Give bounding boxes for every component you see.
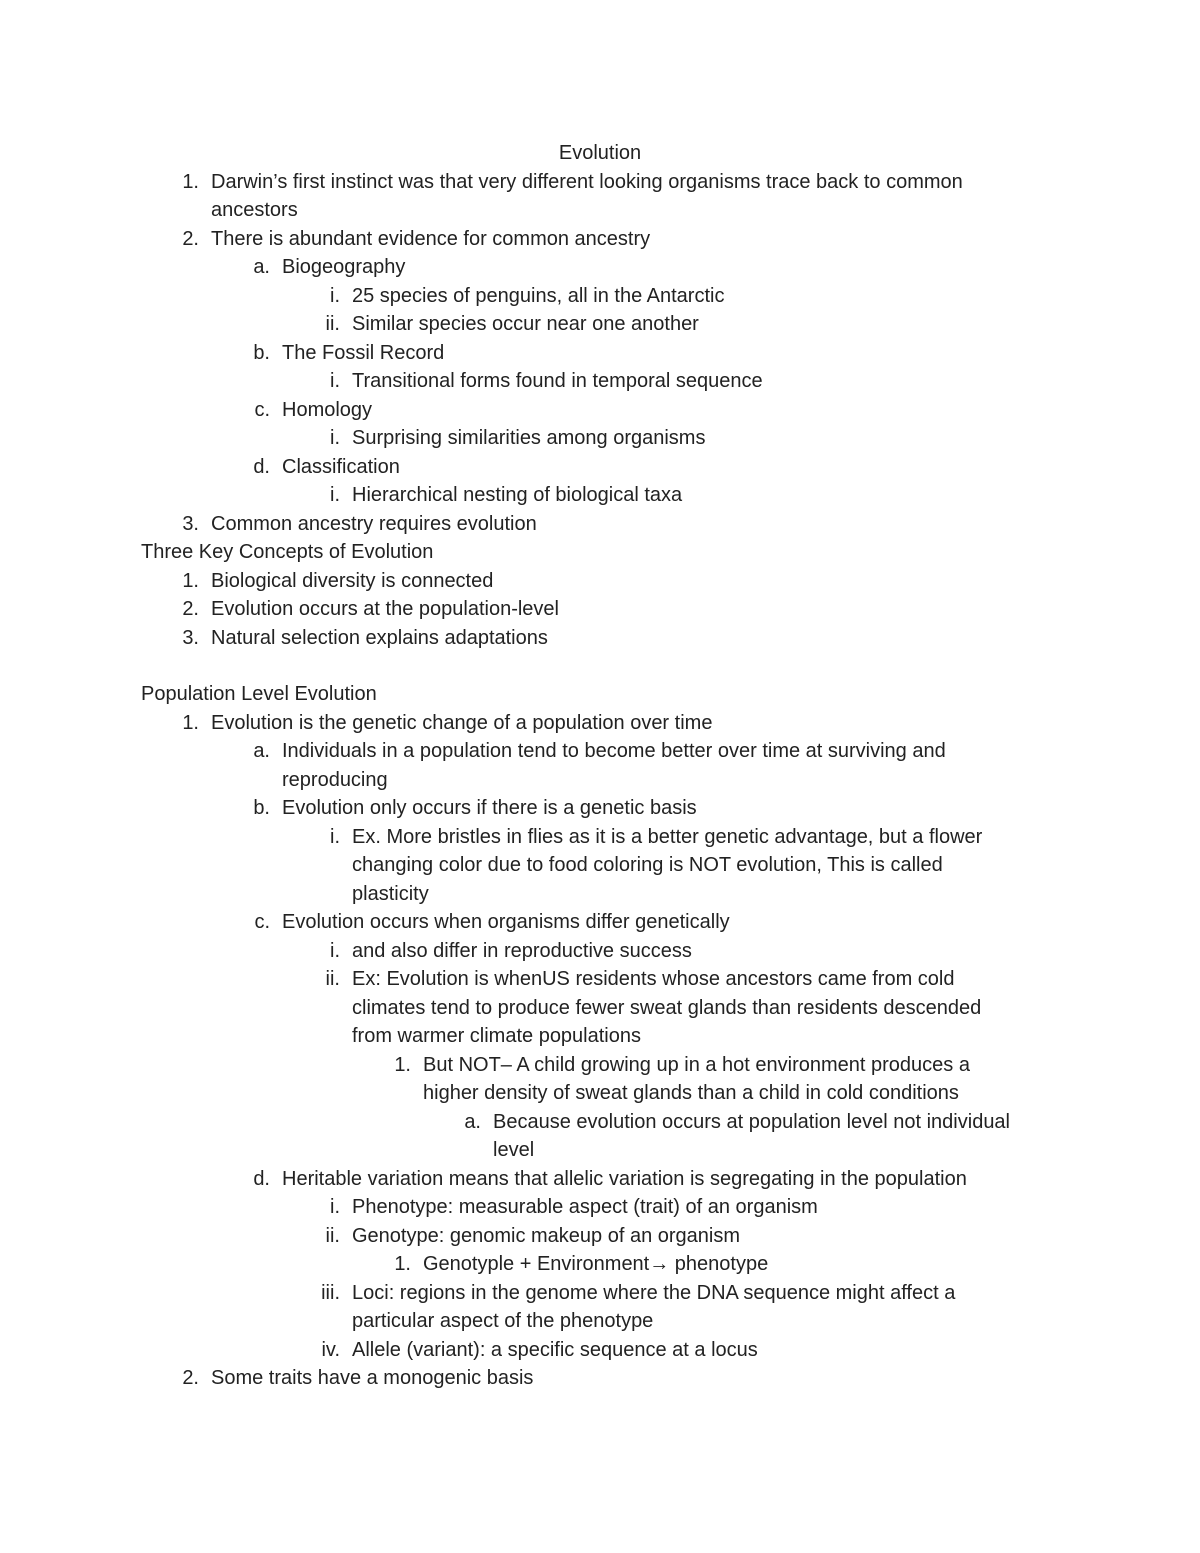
list-item-text: Evolution occurs when organisms differ genetically	[282, 911, 730, 933]
list-marker: i.	[330, 484, 340, 506]
list-item-text: Homology	[282, 398, 373, 421]
list-item-text: Surprising similarities among organisms	[352, 427, 706, 449]
list-item-text: and also differ in reproductive success	[352, 939, 692, 962]
list-item-text: changing color due to food coloring is NOT evolution, This is called	[352, 854, 943, 876]
list-marker: 1.	[182, 569, 199, 592]
page-title: Evolution	[558, 142, 642, 164]
list-item-text: But NOT– A child growing up in a hot environment produces a	[423, 1053, 970, 1076]
list-item-text: Evolution is the genetic change of a population over time	[211, 711, 713, 734]
list-marker: 3.	[182, 626, 199, 649]
list-item-text: Some traits have a monogenic basis	[211, 1367, 534, 1389]
list-item-text: Common ancestry requires evolution	[211, 512, 537, 535]
list-item-text: Hierarchical nesting of biological taxa	[352, 484, 683, 506]
list-marker: b.	[253, 797, 270, 819]
list-marker: i.	[330, 427, 340, 449]
list-marker: ii.	[325, 313, 340, 335]
list-item-text: higher density of sweat glands than a child in cold conditions	[423, 1082, 959, 1104]
list-marker: 3.	[182, 512, 199, 535]
list-item-text: Evolution occurs at the population-level	[211, 598, 559, 620]
list-marker: iii.	[321, 1281, 340, 1304]
list-marker: d.	[253, 455, 270, 478]
list-marker: 1.	[182, 170, 199, 193]
list-item-text: Individuals in a population tend to become better over time at surviving and	[282, 740, 946, 762]
list-item-text: plasticity	[352, 882, 429, 905]
list-item-text: Similar species occur near one another	[352, 313, 699, 335]
list-item-text: Natural selection explains adaptations	[211, 626, 548, 649]
list-marker: 1.	[394, 1253, 411, 1275]
list-item-text: reproducing	[282, 768, 388, 791]
list-item-text: 25 species of penguins, all in the Antarctic	[352, 284, 725, 307]
list-item-text: Ex. More bristles in flies as it is a better genetic advantage, but a flower	[352, 825, 983, 848]
list-item-text: Evolution only occurs if there is a genetic basis	[282, 797, 697, 819]
list-marker: c.	[254, 911, 270, 933]
list-item-text: from warmer climate populations	[352, 1025, 641, 1047]
list-item-text: Biological diversity is connected	[211, 569, 494, 592]
list-marker: 2.	[182, 227, 199, 250]
list-marker: 2.	[182, 598, 199, 620]
section-heading: Population Level Evolution	[141, 683, 377, 705]
list-marker: 1.	[394, 1053, 411, 1076]
list-marker: a.	[253, 740, 270, 762]
list-item-text: particular aspect of the phenotype	[352, 1310, 654, 1332]
list-marker: b.	[253, 341, 270, 364]
list-marker: a.	[464, 1110, 481, 1133]
list-item-text: Heritable variation means that allelic variation is segregating in the population	[282, 1167, 967, 1190]
list-marker: 1.	[182, 711, 199, 734]
list-marker: i.	[330, 284, 340, 307]
list-item-text: climates tend to produce fewer sweat glands than residents descended	[352, 996, 982, 1019]
list-item-text: Classification	[282, 455, 400, 478]
list-item-text: There is abundant evidence for common ancestry	[211, 227, 651, 250]
list-marker: a.	[253, 256, 270, 278]
list-item-text: Because evolution occurs at population level not individual	[493, 1110, 1011, 1133]
list-item-text: Transitional forms found in temporal sequence	[352, 370, 763, 392]
list-marker: ii.	[325, 1224, 340, 1247]
list-marker: i.	[330, 1196, 340, 1218]
list-item-text: Ex: Evolution is whenUS residents whose ancestors came from cold	[352, 968, 955, 990]
list-marker: ii.	[325, 968, 340, 990]
list-item-text: Phenotype: measurable aspect (trait) of an organism	[352, 1196, 818, 1218]
list-item-text: ancestors	[211, 199, 298, 221]
list-item-text: The Fossil Record	[282, 341, 445, 364]
list-marker: iv.	[321, 1338, 340, 1361]
list-item-text: Genotype: genomic makeup of an organism	[352, 1224, 740, 1247]
list-marker: 2.	[182, 1367, 199, 1389]
list-item-text: Genotyple + Environment→ phenotype	[423, 1253, 769, 1275]
list-item-text: Allele (variant): a specific sequence at a locus	[352, 1338, 758, 1361]
list-marker: i.	[330, 370, 340, 392]
list-item-text: Biogeography	[282, 256, 406, 278]
list-item-text: level	[493, 1139, 535, 1161]
list-marker: c.	[254, 398, 270, 421]
section-heading: Three Key Concepts of Evolution	[141, 541, 434, 563]
list-marker: d.	[253, 1167, 270, 1190]
list-marker: i.	[330, 825, 340, 848]
list-item-text: Loci: regions in the genome where the DNA sequence might affect a	[352, 1281, 956, 1304]
list-marker: i.	[330, 939, 340, 962]
list-item-text: Darwin’s first instinct was that very different looking organisms trace back to common	[211, 170, 963, 193]
